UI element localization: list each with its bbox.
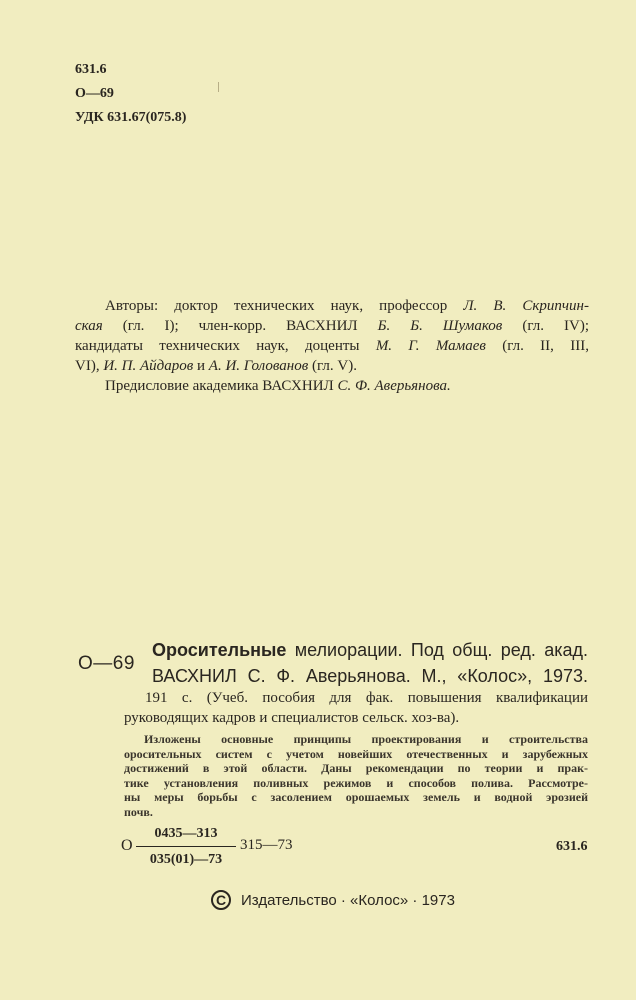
authors-line: ская (гл. I); член-корр. ВАСХНИЛ Б. Б. Шумаков (гл. IV);: [75, 318, 589, 334]
publisher-text: Издательство · «Колос» · 1973: [241, 891, 455, 909]
physical-description: [124, 688, 588, 728]
abstract-line: оросительных систем с учетом новейших отечественных и зарубежных: [124, 746, 588, 761]
abstract-line: почв.: [124, 804, 153, 819]
print-mark: [218, 82, 219, 92]
catalog-code: О—69: [78, 653, 135, 674]
title-line: Оросительные мелиорации. Под общ. ред. акад.: [152, 640, 588, 660]
fraction-denominator: 035(01)—73: [149, 852, 223, 867]
abstract-line: тике установления поливных режимов и способов полива. Рассмотре-: [124, 775, 588, 790]
price-code-prefix: О: [121, 837, 133, 854]
price-code-fraction: [136, 825, 236, 869]
authors-paragraph: [75, 296, 589, 396]
description-line: руководящих кадров и специалистов сельск. хоз-ва).: [124, 710, 460, 726]
fraction-bar: [136, 846, 236, 847]
copyright-line: [211, 890, 455, 910]
right-index-code: 631.6: [556, 839, 588, 854]
description-line: 191 с. (Учеб. пособия для фак. повышения квалификации: [145, 690, 588, 706]
authors-line: кандидаты технических наук, доценты М. Г. Мамаев (гл. II, III,: [75, 338, 589, 354]
price-code-suffix: 315—73: [240, 837, 293, 853]
author-mark: О—69: [75, 86, 114, 101]
abstract-line: достижений в этой области. Даны рекомендации по теории и прак-: [124, 761, 588, 776]
authors-line: VI), И. П. Айдаров и А. И. Голованов (гл. V).: [75, 358, 357, 374]
udk-code: УДК 631.67(075.8): [75, 110, 187, 125]
preface-line: Предисловие академика ВАСХНИЛ С. Ф. Аверьянова.: [105, 378, 451, 394]
title-line: ВАСХНИЛ С. Ф. Аверьянова. М., «Колос», 1973.: [152, 666, 588, 686]
fraction-numerator: 0435—313: [154, 826, 218, 841]
abstract: [124, 732, 588, 820]
bibliographic-title: [152, 637, 588, 689]
bbk-code: 631.6: [75, 62, 107, 77]
copyright-icon: C: [211, 890, 231, 910]
authors-line: Авторы: доктор технических наук, профессор Л. В. Скрипчин-: [105, 298, 589, 314]
abstract-line: ны меры борьбы с засолением орошаемых земель и водной эрозией: [124, 790, 588, 805]
abstract-line: Изложены основные принципы проектирования и строительства: [144, 732, 588, 746]
classification-codes: [75, 58, 186, 130]
